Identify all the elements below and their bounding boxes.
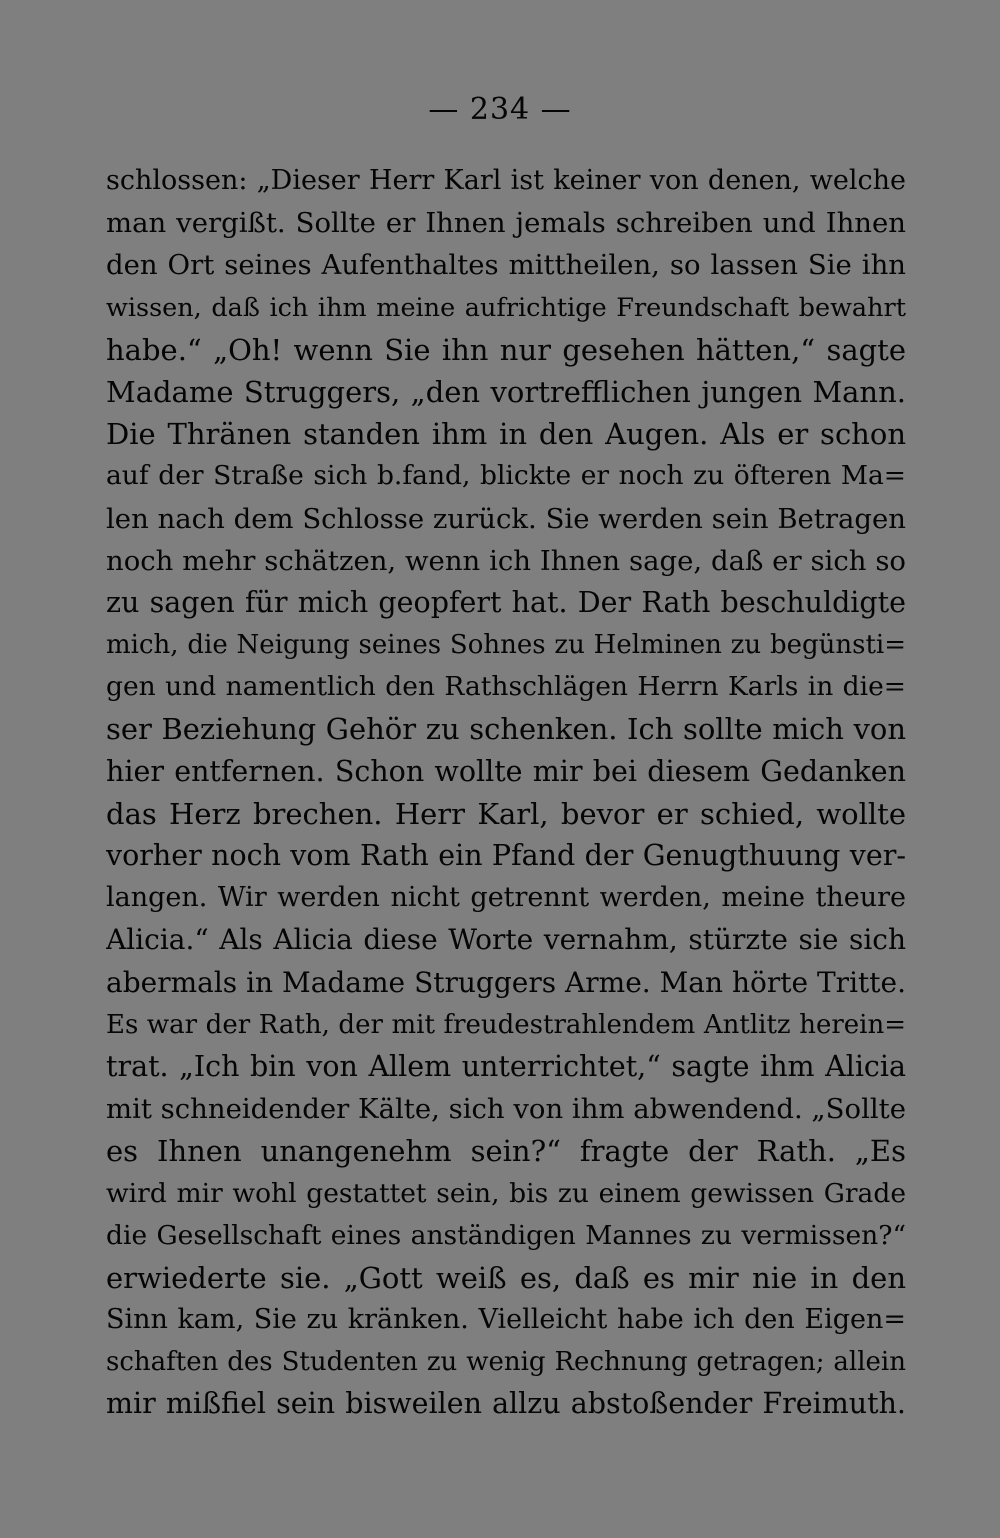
page-body-text	[106, 160, 906, 1426]
text-line: den Ort seines Aufenthaltes mittheilen, so lassen Sie ihn	[106, 249, 906, 282]
text-line: ser Beziehung Gehör zu schenken. Ich sollte mich von	[106, 712, 906, 747]
text-line: abermals in Madame Struggers Arme. Man hörte Tritte.	[106, 965, 906, 999]
text-line: gen und namentlich den Rathschlägen Herrn Karls in die=	[106, 671, 906, 703]
text-line: habe.“ „Oh! wenn Sie ihn nur gesehen hätten,“ sagte	[106, 332, 906, 367]
text-line: mich, die Neigung seines Sohnes zu Helminen zu begünsti=	[106, 630, 906, 661]
text-line: man vergißt. Sollte er Ihnen jemals schreiben und Ihnen	[106, 207, 906, 240]
text-line: Die Thränen standen ihm in den Augen. Als er schon	[106, 417, 906, 452]
text-line: hier entfernen. Schon wollte mir bei diesem Gedanken	[106, 754, 906, 788]
text-line: Madame Struggers, „den vortrefflichen jungen Mann.	[106, 374, 906, 409]
text-line: Es war der Rath, der mit freudestrahlendem Antlitz herein=	[106, 1009, 906, 1040]
text-line: es Ihnen unangenehm sein?“ fragte der Rath. „Es	[106, 1134, 906, 1169]
page-number: — 234 —	[428, 92, 572, 127]
text-line: langen. Wir werden nicht getrennt werden, meine theure	[106, 882, 906, 914]
text-line: schlossen: „Dieser Herr Karl ist keiner von denen, welche	[106, 165, 906, 196]
text-line: zu sagen für mich geopfert hat. Der Rath beschuldigte	[106, 585, 906, 619]
text-line: wissen, daß ich ihm meine aufrichtige Freundschaft bewahrt	[106, 292, 906, 323]
text-line: Alicia.“ Als Alicia diese Worte vernahm, stürzte sie sich	[106, 923, 906, 957]
text-line: mit schneidender Kälte, sich von ihm abwendend. „Sollte	[106, 1093, 906, 1126]
text-line: len nach dem Schlosse zurück. Sie werden sein Betragen	[106, 502, 906, 535]
text-line: wird mir wohl gestattet sein, bis zu einem gewissen Grade	[106, 1177, 906, 1209]
text-line: Sinn kam, Sie zu kränken. Vielleicht habe ich den Eigen=	[106, 1304, 906, 1336]
text-line: erwiederte sie. „Gott weiß es, daß es mir nie in den	[106, 1260, 906, 1295]
text-line: trat. „Ich bin von Allem unterrichtet,“ sagte ihm Alicia	[106, 1049, 906, 1083]
text-line: die Gesellschaft eines anständigen Mannes zu vermissen?“	[106, 1219, 906, 1251]
text-line: mir mißfiel sein bisweilen allzu abstoßender Freimuth.	[106, 1387, 906, 1421]
text-line: auf der Straße sich b.fand, blickte er noch zu öfteren Ma=	[106, 460, 906, 492]
text-line: noch mehr schätzen, wenn ich Ihnen sage, daß er sich so	[106, 544, 906, 577]
text-line: schaften des Studenten zu wenig Rechnung getragen; allein	[106, 1347, 906, 1378]
text-line: vorher noch vom Rath ein Pfand der Genugthuung ver-	[106, 839, 906, 872]
text-line: das Herz brechen. Herr Karl, bevor er schied, wollte	[106, 796, 906, 831]
